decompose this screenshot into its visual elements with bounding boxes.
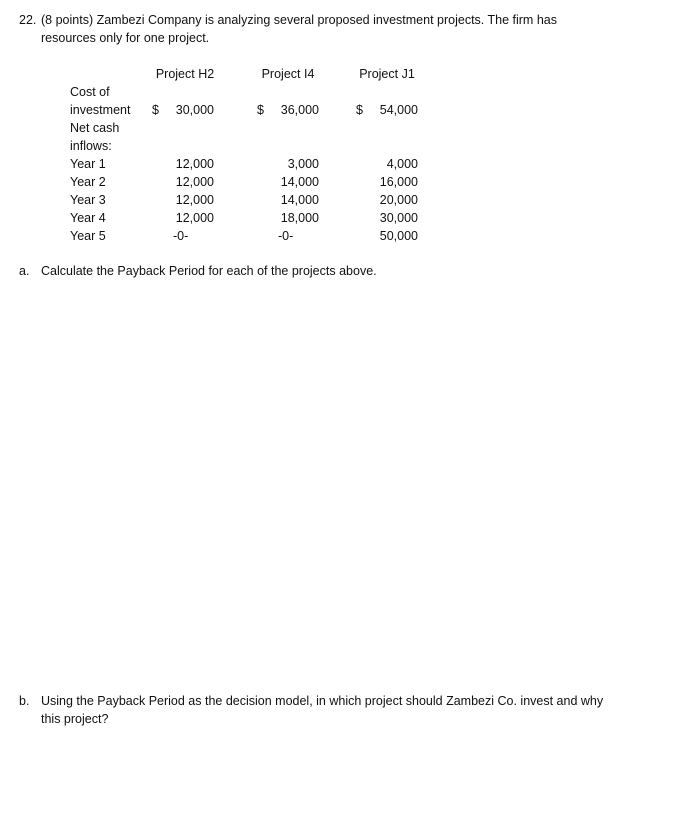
currency-symbol-j1: $	[356, 103, 363, 117]
cost-label-line-1: Cost of	[70, 85, 110, 99]
year-3-j1: 20,000	[379, 193, 418, 207]
part-a-text: Calculate the Payback Period for each of the projects above.	[41, 264, 377, 278]
header-project-j1: Project J1	[359, 67, 415, 81]
net-cash-label-line-1: Net cash	[70, 121, 120, 135]
year-5-label: Year 5	[70, 229, 106, 243]
year-5-i4: -0-	[278, 229, 294, 243]
year-1-label: Year 1	[70, 157, 106, 171]
question-number: 22.	[19, 13, 37, 27]
year-4-j1: 30,000	[379, 211, 418, 225]
year-1-j1: 4,000	[386, 157, 418, 171]
cost-label-line-2: investment	[70, 103, 131, 117]
question-text-line-1: (8 points) Zambezi Company is analyzing several proposed investment projects. The firm has	[41, 13, 557, 27]
year-2-h2: 12,000	[175, 175, 214, 189]
cost-value-j1: 54,000	[379, 103, 418, 117]
cost-value-h2: 30,000	[175, 103, 214, 117]
year-1-h2: 12,000	[175, 157, 214, 171]
year-3-i4: 14,000	[280, 193, 319, 207]
question-text-line-2: resources only for one project.	[41, 31, 210, 45]
currency-symbol-h2: $	[152, 103, 159, 117]
year-1-i4: 3,000	[287, 157, 319, 171]
year-3-label: Year 3	[70, 193, 106, 207]
part-a-letter: a.	[19, 264, 30, 278]
year-4-label: Year 4	[70, 211, 106, 225]
year-4-i4: 18,000	[280, 211, 319, 225]
currency-symbol-i4: $	[257, 103, 264, 117]
net-cash-label-line-2: inflows:	[70, 139, 112, 153]
part-b-letter: b.	[19, 694, 30, 708]
year-5-h2: -0-	[173, 229, 189, 243]
part-b-text-line-1: Using the Payback Period as the decision model, in which project should Zambezi Co. invest and why	[41, 694, 604, 708]
year-5-j1: 50,000	[379, 229, 418, 243]
year-2-i4: 14,000	[280, 175, 319, 189]
year-2-j1: 16,000	[379, 175, 418, 189]
year-4-h2: 12,000	[175, 211, 214, 225]
year-2-label: Year 2	[70, 175, 106, 189]
header-project-i4: Project I4	[261, 67, 315, 81]
cost-value-i4: 36,000	[280, 103, 319, 117]
year-3-h2: 12,000	[175, 193, 214, 207]
part-b-text-line-2: this project?	[41, 712, 109, 726]
header-project-h2: Project H2	[155, 67, 215, 81]
